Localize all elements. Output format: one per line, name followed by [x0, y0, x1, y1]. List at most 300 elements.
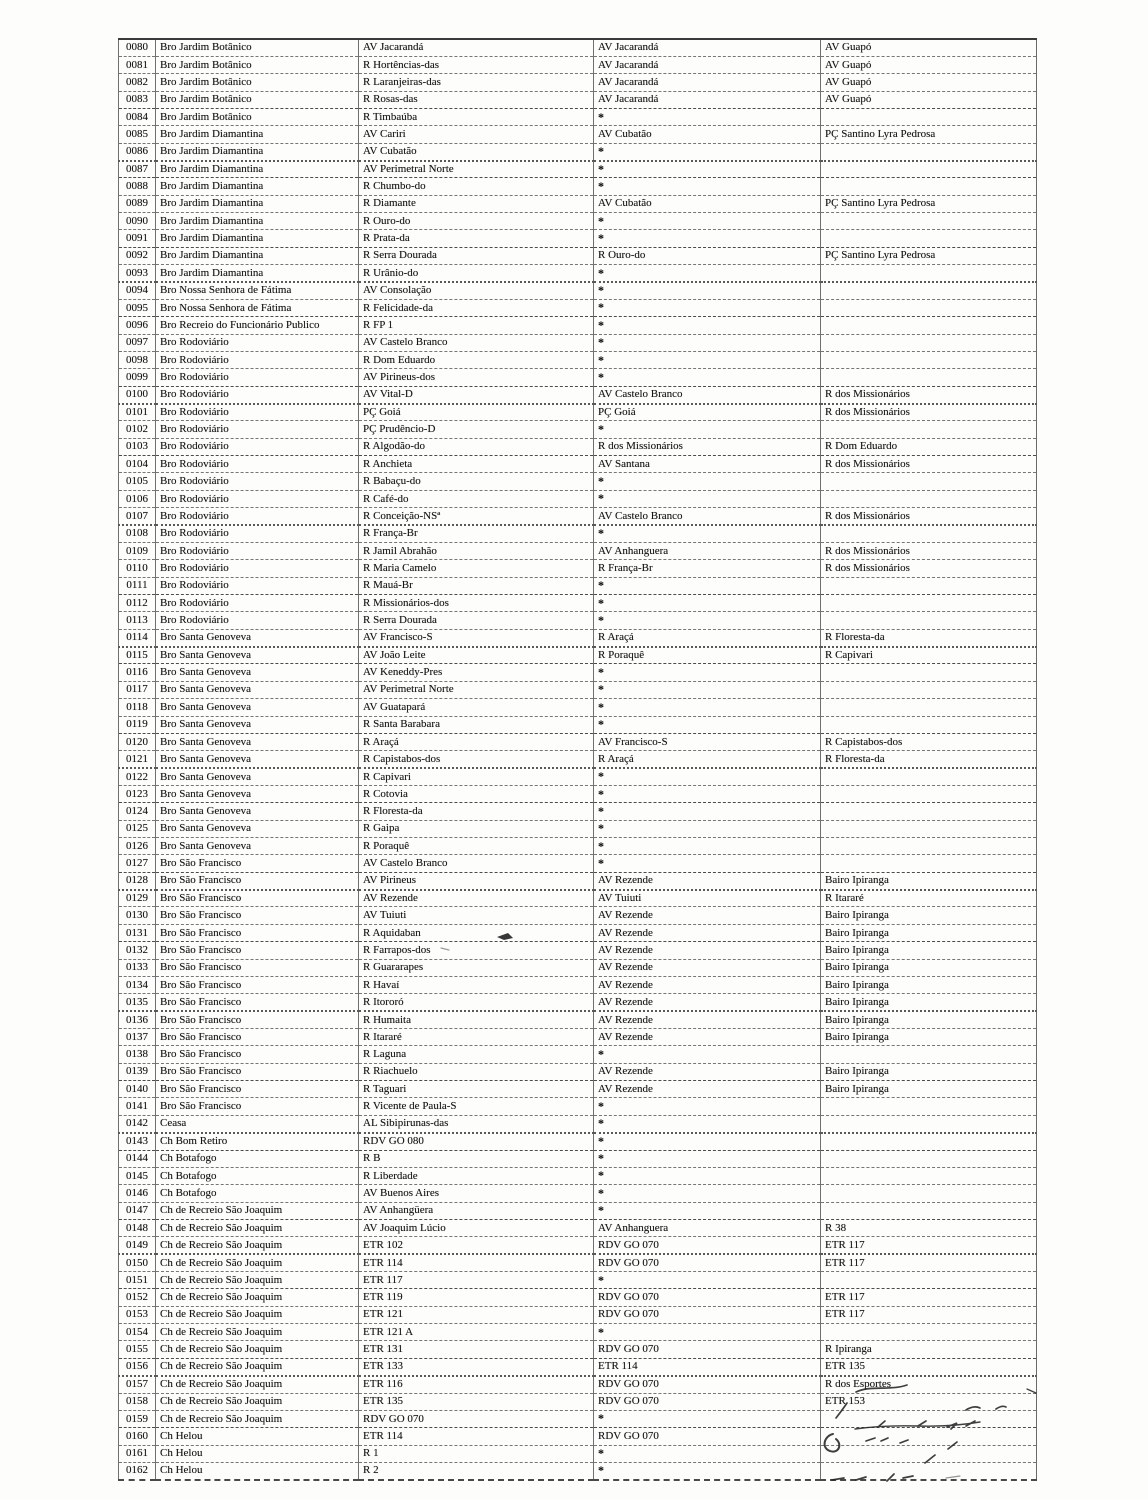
- cell-cross-street-2: Bairo Ipiranga: [821, 1081, 1037, 1098]
- cell-cross-street-1: RDV GO 070: [594, 1289, 821, 1306]
- cell-cross-street-1: AV Jacarandá: [594, 74, 821, 91]
- cell-cross-street-2: R dos Missionários: [821, 508, 1037, 525]
- cell-district: Bro São Francisco: [156, 872, 359, 889]
- cell-district: Bro Jardim Botânico: [156, 108, 359, 125]
- cell-code: 0092: [119, 247, 156, 264]
- cell-code: 0095: [119, 299, 156, 316]
- table-row: [119, 1219, 1037, 1236]
- table-row: [119, 1445, 1037, 1462]
- cell-cross-street-1: AV Jacarandá: [594, 91, 821, 108]
- cell-cross-street-2: [821, 1115, 1037, 1132]
- cell-cross-street-2: [821, 1098, 1037, 1115]
- cell-code: 0128: [119, 872, 156, 889]
- cell-street: R Vicente de Paula-S: [359, 1098, 594, 1115]
- table-row: [119, 438, 1037, 455]
- cell-cross-street-2: [821, 803, 1037, 820]
- cell-cross-street-2: [821, 317, 1037, 334]
- cell-cross-street-2: [821, 664, 1037, 681]
- street-index-table-body: [119, 39, 1037, 1480]
- cell-cross-street-2: Bairo Ipiranga: [821, 1011, 1037, 1028]
- cell-street: AV Rezende: [359, 890, 594, 907]
- table-row: [119, 525, 1037, 542]
- cell-street: ETR 114: [359, 1428, 594, 1445]
- cell-cross-street-1: *: [594, 213, 821, 230]
- cell-code: 0116: [119, 664, 156, 681]
- cell-street: AV Perimetral Norte: [359, 161, 594, 178]
- cell-code: 0136: [119, 1011, 156, 1028]
- cell-code: 0080: [119, 39, 156, 56]
- cell-street: AV Joaquim Lúcio: [359, 1219, 594, 1236]
- cell-cross-street-1: *: [594, 265, 821, 282]
- cell-cross-street-2: AV Guapó: [821, 74, 1037, 91]
- cell-district: Bro Jardim Botânico: [156, 56, 359, 73]
- cell-district: Ch Botafogo: [156, 1167, 359, 1184]
- table-row: [119, 716, 1037, 733]
- cell-cross-street-1: *: [594, 161, 821, 178]
- cell-cross-street-1: AV Rezende: [594, 1081, 821, 1098]
- cell-street: AV Perimetral Norte: [359, 681, 594, 698]
- cell-code: 0093: [119, 265, 156, 282]
- cell-code: 0123: [119, 785, 156, 802]
- cell-code: 0124: [119, 803, 156, 820]
- table-row: [119, 664, 1037, 681]
- cell-cross-street-2: R dos Missionários: [821, 404, 1037, 421]
- cell-cross-street-2: PÇ Santino Lyra Pedrosa: [821, 126, 1037, 143]
- cell-code: 0102: [119, 421, 156, 438]
- table-row: [119, 317, 1037, 334]
- cell-cross-street-1: *: [594, 1462, 821, 1479]
- cell-street: R Diamante: [359, 195, 594, 212]
- cell-cross-street-2: [821, 351, 1037, 368]
- cell-code: 0148: [119, 1219, 156, 1236]
- cell-cross-street-1: RDV GO 070: [594, 1237, 821, 1254]
- cell-cross-street-1: AV Francisco-S: [594, 733, 821, 750]
- cell-district: Bro Rodoviário: [156, 490, 359, 507]
- cell-cross-street-2: Bairo Ipiranga: [821, 872, 1037, 889]
- cell-cross-street-2: [821, 490, 1037, 507]
- cell-street: R Guararapes: [359, 959, 594, 976]
- table-row: [119, 386, 1037, 403]
- cell-code: 0140: [119, 1081, 156, 1098]
- cell-street: AV Buenos Aires: [359, 1185, 594, 1202]
- cell-cross-street-1: AV Castelo Branco: [594, 386, 821, 403]
- table-row: [119, 872, 1037, 889]
- cell-code: 0108: [119, 525, 156, 542]
- cell-district: Ch de Recreio São Joaquim: [156, 1254, 359, 1271]
- cell-street: ETR 116: [359, 1376, 594, 1393]
- table-row: [119, 1115, 1037, 1132]
- cell-cross-street-1: AV Castelo Branco: [594, 508, 821, 525]
- table-row: [119, 490, 1037, 507]
- cell-cross-street-2: [821, 265, 1037, 282]
- table-row: [119, 785, 1037, 802]
- cell-district: Bro Santa Genoveva: [156, 681, 359, 698]
- cell-street: R Babaçu-do: [359, 473, 594, 490]
- cell-street: R Laguna: [359, 1046, 594, 1063]
- cell-code: 0119: [119, 716, 156, 733]
- cell-cross-street-2: [821, 820, 1037, 837]
- table-row: [119, 629, 1037, 646]
- cell-code: 0117: [119, 681, 156, 698]
- cell-cross-street-1: AV Jacarandá: [594, 39, 821, 56]
- table-row: [119, 1324, 1037, 1341]
- cell-street: R Itororó: [359, 994, 594, 1011]
- cell-district: Ch Helou: [156, 1462, 359, 1479]
- cell-district: Bro Rodoviário: [156, 334, 359, 351]
- cell-code: 0090: [119, 213, 156, 230]
- cell-code: 0127: [119, 855, 156, 872]
- cell-district: Ch de Recreio São Joaquim: [156, 1341, 359, 1358]
- cell-code: 0144: [119, 1150, 156, 1167]
- cell-street: AV Pirineus: [359, 872, 594, 889]
- table-row: [119, 1098, 1037, 1115]
- cell-code: 0105: [119, 473, 156, 490]
- cell-cross-street-1: *: [594, 1098, 821, 1115]
- cell-code: 0089: [119, 195, 156, 212]
- cell-cross-street-1: *: [594, 1410, 821, 1427]
- cell-street: R Capistabos-dos: [359, 751, 594, 768]
- table-row: [119, 681, 1037, 698]
- table-row: [119, 1185, 1037, 1202]
- cell-cross-street-2: [821, 1202, 1037, 1219]
- cell-street: R Missionários-dos: [359, 595, 594, 612]
- table-row: [119, 421, 1037, 438]
- cell-code: 0151: [119, 1272, 156, 1289]
- cell-code: 0121: [119, 751, 156, 768]
- cell-code: 0141: [119, 1098, 156, 1115]
- cell-code: 0097: [119, 334, 156, 351]
- cell-cross-street-1: *: [594, 1167, 821, 1184]
- cell-code: 0131: [119, 924, 156, 941]
- cell-street: AV Francisco-S: [359, 629, 594, 646]
- cell-code: 0088: [119, 178, 156, 195]
- table-row: [119, 595, 1037, 612]
- cell-code: 0133: [119, 959, 156, 976]
- table-row: [119, 265, 1037, 282]
- cell-code: 0134: [119, 976, 156, 993]
- cell-cross-street-2: [821, 108, 1037, 125]
- table-row: [119, 890, 1037, 907]
- cell-cross-street-2: [821, 1272, 1037, 1289]
- cell-code: 0153: [119, 1306, 156, 1323]
- cell-code: 0143: [119, 1133, 156, 1150]
- cell-cross-street-2: R Itararé: [821, 890, 1037, 907]
- cell-cross-street-2: [821, 1445, 1037, 1462]
- table-row: [119, 1376, 1037, 1393]
- cell-cross-street-2: R Ipiranga: [821, 1341, 1037, 1358]
- table-row: [119, 456, 1037, 473]
- cell-cross-street-1: *: [594, 108, 821, 125]
- cell-cross-street-1: *: [594, 317, 821, 334]
- table-row: [119, 855, 1037, 872]
- cell-street: R Hortências-das: [359, 56, 594, 73]
- cell-district: Bro Santa Genoveva: [156, 803, 359, 820]
- cell-code: 0106: [119, 490, 156, 507]
- cell-district: Bro Santa Genoveva: [156, 647, 359, 664]
- cell-cross-street-1: *: [594, 1046, 821, 1063]
- cell-cross-street-1: *: [594, 1202, 821, 1219]
- cell-cross-street-2: R 38: [821, 1219, 1037, 1236]
- cell-district: Bro São Francisco: [156, 1046, 359, 1063]
- cell-district: Bro Jardim Diamantina: [156, 161, 359, 178]
- cell-code: 0086: [119, 143, 156, 160]
- cell-cross-street-1: R Poraquê: [594, 647, 821, 664]
- cell-code: 0113: [119, 612, 156, 629]
- cell-code: 0154: [119, 1324, 156, 1341]
- cell-district: Bro Rodoviário: [156, 525, 359, 542]
- cell-district: Bro Recreio do Funcionário Publico: [156, 317, 359, 334]
- cell-cross-street-2: R dos Missionários: [821, 542, 1037, 559]
- cell-district: Bro Rodoviário: [156, 421, 359, 438]
- cell-cross-street-1: *: [594, 282, 821, 299]
- cell-street: AV Vital-D: [359, 386, 594, 403]
- cell-cross-street-2: [821, 612, 1037, 629]
- cell-cross-street-2: [821, 838, 1037, 855]
- cell-street: ETR 102: [359, 1237, 594, 1254]
- cell-street: R Anchieta: [359, 456, 594, 473]
- cell-street: AV Pirineus-dos: [359, 369, 594, 386]
- cell-code: 0145: [119, 1167, 156, 1184]
- cell-district: Ch Botafogo: [156, 1150, 359, 1167]
- cell-cross-street-1: AV Rezende: [594, 1011, 821, 1028]
- cell-code: 0159: [119, 1410, 156, 1427]
- cell-cross-street-1: *: [594, 785, 821, 802]
- cell-district: Ch Helou: [156, 1445, 359, 1462]
- cell-cross-street-1: *: [594, 699, 821, 716]
- cell-district: Bro São Francisco: [156, 890, 359, 907]
- cell-street: R Maria Camelo: [359, 560, 594, 577]
- table-row: [119, 1306, 1037, 1323]
- cell-cross-street-1: *: [594, 612, 821, 629]
- cell-cross-street-1: AV Anhanguera: [594, 1219, 821, 1236]
- cell-cross-street-2: [821, 161, 1037, 178]
- cell-street: R Itararé: [359, 1028, 594, 1045]
- cell-code: 0161: [119, 1445, 156, 1462]
- cell-cross-street-2: [821, 299, 1037, 316]
- cell-street: PÇ Goiá: [359, 404, 594, 421]
- cell-cross-street-1: *: [594, 1324, 821, 1341]
- cell-cross-street-1: *: [594, 230, 821, 247]
- cell-cross-street-2: Bairo Ipiranga: [821, 994, 1037, 1011]
- cell-district: Bro Rodoviário: [156, 369, 359, 386]
- cell-code: 0149: [119, 1237, 156, 1254]
- cell-street: ETR 133: [359, 1358, 594, 1375]
- cell-code: 0147: [119, 1202, 156, 1219]
- table-row: [119, 907, 1037, 924]
- cell-cross-street-2: [821, 681, 1037, 698]
- cell-cross-street-1: RDV GO 070: [594, 1254, 821, 1271]
- table-row: [119, 1254, 1037, 1271]
- cell-cross-street-1: AV Tuiuti: [594, 890, 821, 907]
- cell-cross-street-1: AV Santana: [594, 456, 821, 473]
- cell-street: ETR 121 A: [359, 1324, 594, 1341]
- cell-district: Bro Santa Genoveva: [156, 716, 359, 733]
- cell-street: R Capivari: [359, 768, 594, 785]
- cell-street: ETR 114: [359, 1254, 594, 1271]
- cell-cross-street-1: R dos Missionários: [594, 438, 821, 455]
- cell-cross-street-2: Bairo Ipiranga: [821, 976, 1037, 993]
- cell-district: Bro Nossa Senhora de Fátima: [156, 282, 359, 299]
- cell-cross-street-2: [821, 178, 1037, 195]
- cell-district: Bro São Francisco: [156, 855, 359, 872]
- cell-cross-street-1: R França-Br: [594, 560, 821, 577]
- table-row: [119, 768, 1037, 785]
- table-row: [119, 959, 1037, 976]
- cell-cross-street-2: ETR 153: [821, 1393, 1037, 1410]
- cell-code: 0130: [119, 907, 156, 924]
- table-row: [119, 195, 1037, 212]
- cell-cross-street-2: ETR 117: [821, 1306, 1037, 1323]
- cell-district: Bro Jardim Botânico: [156, 74, 359, 91]
- cell-cross-street-2: Bairo Ipiranga: [821, 907, 1037, 924]
- table-row: [119, 1081, 1037, 1098]
- cell-street: ETR 135: [359, 1393, 594, 1410]
- cell-district: Ch de Recreio São Joaquim: [156, 1202, 359, 1219]
- cell-street: R Taguari: [359, 1081, 594, 1098]
- cell-cross-street-1: *: [594, 820, 821, 837]
- cell-code: 0084: [119, 108, 156, 125]
- table-row: [119, 1202, 1037, 1219]
- table-row: [119, 39, 1037, 56]
- cell-code: 0110: [119, 560, 156, 577]
- cell-cross-street-2: [821, 1462, 1037, 1479]
- cell-cross-street-1: RDV GO 070: [594, 1393, 821, 1410]
- cell-cross-street-2: [821, 699, 1037, 716]
- cell-cross-street-1: AV Rezende: [594, 959, 821, 976]
- cell-street: AV Guatapará: [359, 699, 594, 716]
- cell-street: R Araçá: [359, 733, 594, 750]
- cell-cross-street-2: R Floresta-da: [821, 751, 1037, 768]
- table-row: [119, 299, 1037, 316]
- cell-code: 0085: [119, 126, 156, 143]
- cell-cross-street-1: ETR 114: [594, 1358, 821, 1375]
- cell-cross-street-2: R dos Missionários: [821, 386, 1037, 403]
- cell-cross-street-1: *: [594, 1150, 821, 1167]
- table-row: [119, 247, 1037, 264]
- cell-cross-street-1: *: [594, 855, 821, 872]
- cell-cross-street-1: *: [594, 143, 821, 160]
- cell-street: AV Consolação: [359, 282, 594, 299]
- cell-cross-street-2: R Floresta-da: [821, 629, 1037, 646]
- cell-district: Bro Rodoviário: [156, 386, 359, 403]
- cell-code: 0150: [119, 1254, 156, 1271]
- cell-district: Bro Santa Genoveva: [156, 664, 359, 681]
- cell-street: R 2: [359, 1462, 594, 1479]
- cell-code: 0082: [119, 74, 156, 91]
- cell-district: Bro Rodoviário: [156, 595, 359, 612]
- cell-district: Bro Jardim Diamantina: [156, 247, 359, 264]
- cell-street: R Timbaúba: [359, 108, 594, 125]
- table-row: [119, 612, 1037, 629]
- cell-street: AV Jacarandá: [359, 39, 594, 56]
- cell-street: R Gaipa: [359, 820, 594, 837]
- cell-district: Bro Santa Genoveva: [156, 768, 359, 785]
- table-row: [119, 1011, 1037, 1028]
- cell-cross-street-1: *: [594, 664, 821, 681]
- cell-code: 0142: [119, 1115, 156, 1132]
- cell-street: RDV GO 070: [359, 1410, 594, 1427]
- cell-district: Bro Jardim Diamantina: [156, 230, 359, 247]
- table-row: [119, 404, 1037, 421]
- cell-street: R B: [359, 1150, 594, 1167]
- cell-district: Bro São Francisco: [156, 924, 359, 941]
- table-row: [119, 161, 1037, 178]
- cell-district: Bro Santa Genoveva: [156, 629, 359, 646]
- cell-district: Bro Jardim Diamantina: [156, 143, 359, 160]
- cell-cross-street-2: AV Guapó: [821, 56, 1037, 73]
- table-row: [119, 751, 1037, 768]
- cell-code: 0104: [119, 456, 156, 473]
- cell-cross-street-1: R Araçá: [594, 629, 821, 646]
- cell-district: Bro Rodoviário: [156, 456, 359, 473]
- cell-cross-street-1: AV Rezende: [594, 994, 821, 1011]
- cell-cross-street-2: [821, 1133, 1037, 1150]
- cell-cross-street-1: *: [594, 716, 821, 733]
- cell-district: Bro Rodoviário: [156, 542, 359, 559]
- table-row: [119, 178, 1037, 195]
- cell-district: Ch de Recreio São Joaquim: [156, 1237, 359, 1254]
- cell-street: R Algodão-do: [359, 438, 594, 455]
- cell-cross-street-1: RDV GO 070: [594, 1428, 821, 1445]
- table-row: [119, 733, 1037, 750]
- cell-district: Bro São Francisco: [156, 994, 359, 1011]
- cell-code: 0158: [119, 1393, 156, 1410]
- cell-cross-street-2: PÇ Santino Lyra Pedrosa: [821, 247, 1037, 264]
- table-row: [119, 91, 1037, 108]
- cell-code: 0107: [119, 508, 156, 525]
- cell-district: Ch Botafogo: [156, 1185, 359, 1202]
- cell-street: R Floresta-da: [359, 803, 594, 820]
- cell-cross-street-2: ETR 117: [821, 1254, 1037, 1271]
- cell-street: AV Castelo Branco: [359, 334, 594, 351]
- cell-street: PÇ Prudêncio-D: [359, 421, 594, 438]
- cell-district: Bro Santa Genoveva: [156, 820, 359, 837]
- cell-street: R Poraquê: [359, 838, 594, 855]
- cell-district: Bro São Francisco: [156, 1081, 359, 1098]
- table-row: [119, 56, 1037, 73]
- cell-street: R 1: [359, 1445, 594, 1462]
- cell-code: 0100: [119, 386, 156, 403]
- cell-cross-street-1: AV Cubatão: [594, 195, 821, 212]
- cell-cross-street-1: *: [594, 595, 821, 612]
- cell-street: R Liberdade: [359, 1167, 594, 1184]
- cell-code: 0120: [119, 733, 156, 750]
- cell-cross-street-1: *: [594, 525, 821, 542]
- cell-district: Ch de Recreio São Joaquim: [156, 1219, 359, 1236]
- cell-street: R Farrapos-dos: [359, 942, 594, 959]
- cell-street: R Rosas-das: [359, 91, 594, 108]
- cell-code: 0152: [119, 1289, 156, 1306]
- cell-cross-street-2: R dos Esportes: [821, 1376, 1037, 1393]
- cell-district: Bro São Francisco: [156, 1063, 359, 1080]
- cell-street: R Urânio-do: [359, 265, 594, 282]
- cell-code: 0132: [119, 942, 156, 959]
- cell-cross-street-2: R dos Missionários: [821, 456, 1037, 473]
- cell-street: R Riachuelo: [359, 1063, 594, 1080]
- cell-cross-street-2: Bairo Ipiranga: [821, 1028, 1037, 1045]
- cell-street: R Mauá-Br: [359, 577, 594, 594]
- cell-district: Bro Jardim Botânico: [156, 91, 359, 108]
- table-row: [119, 577, 1037, 594]
- cell-cross-street-2: [821, 369, 1037, 386]
- cell-street: R Conceição-NSª: [359, 508, 594, 525]
- table-row: [119, 230, 1037, 247]
- cell-street: R Laranjeiras-das: [359, 74, 594, 91]
- cell-street: R França-Br: [359, 525, 594, 542]
- cell-code: 0122: [119, 768, 156, 785]
- cell-district: Bro São Francisco: [156, 1098, 359, 1115]
- cell-code: 0103: [119, 438, 156, 455]
